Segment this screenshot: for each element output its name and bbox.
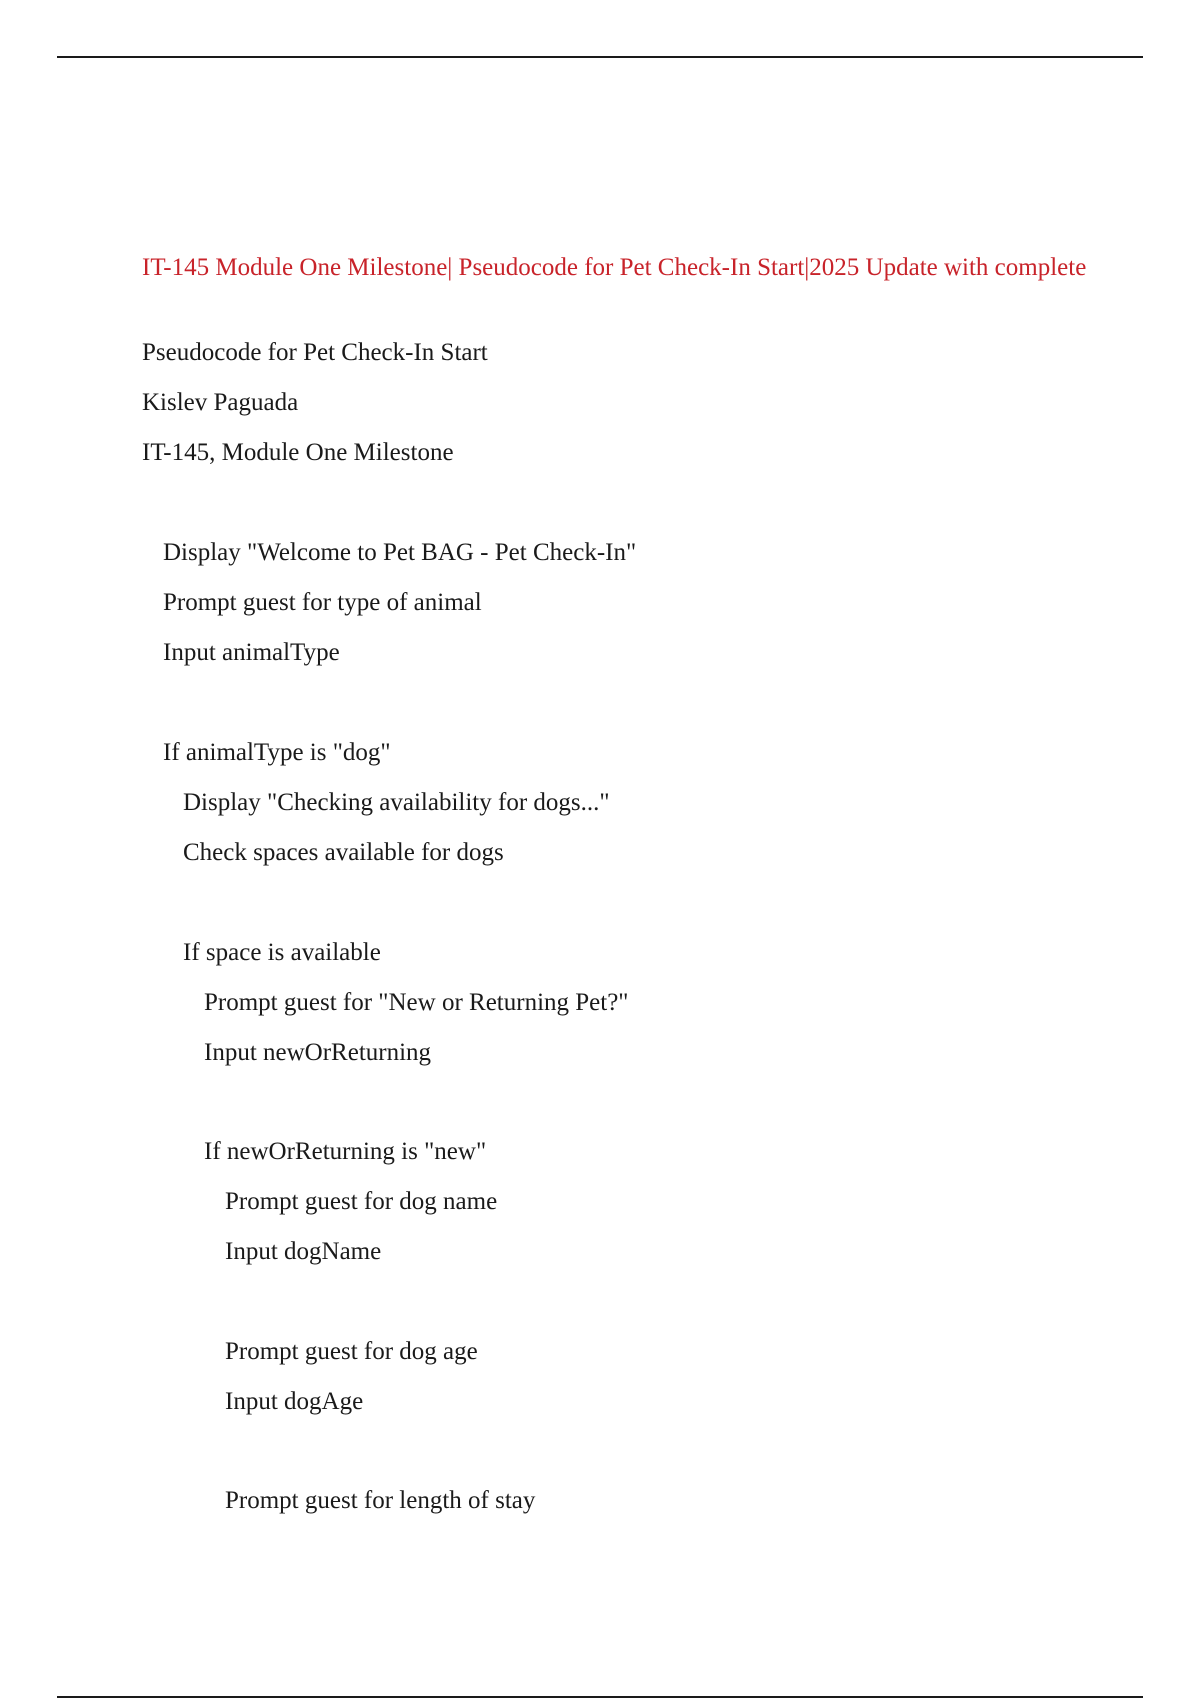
doc-heading: Pseudocode for Pet Check-In Start xyxy=(142,339,488,366)
code-line: Input animalType xyxy=(163,639,340,666)
code-line: Check spaces available for dogs xyxy=(183,839,504,866)
code-line: Input dogName xyxy=(225,1238,382,1265)
code-line: Input dogAge xyxy=(225,1388,364,1415)
code-line: If newOrReturning is "new" xyxy=(204,1138,487,1165)
code-line: If animalType is "dog" xyxy=(163,739,391,766)
code-line: Prompt guest for length of stay xyxy=(225,1487,536,1514)
document-title: IT-145 Module One Milestone| Pseudocode for Pet Check-In Start|2025 Update with complete xyxy=(142,254,1087,281)
code-line: Display "Checking availability for dogs..." xyxy=(183,789,610,816)
code-line: Prompt guest for dog age xyxy=(225,1338,478,1365)
code-line: Display "Welcome to Pet BAG - Pet Check-In" xyxy=(163,539,637,566)
bottom-rule xyxy=(57,1696,1143,1698)
code-line: Prompt guest for "New or Returning Pet?" xyxy=(204,989,629,1016)
code-line: If space is available xyxy=(183,939,381,966)
doc-author: Kislev Paguada xyxy=(142,389,299,416)
top-rule xyxy=(57,56,1143,58)
code-line: Input newOrReturning xyxy=(204,1039,432,1066)
doc-course: IT-145, Module One Milestone xyxy=(142,439,454,466)
code-line: Prompt guest for dog name xyxy=(225,1188,498,1215)
code-line: Prompt guest for type of animal xyxy=(163,589,482,616)
